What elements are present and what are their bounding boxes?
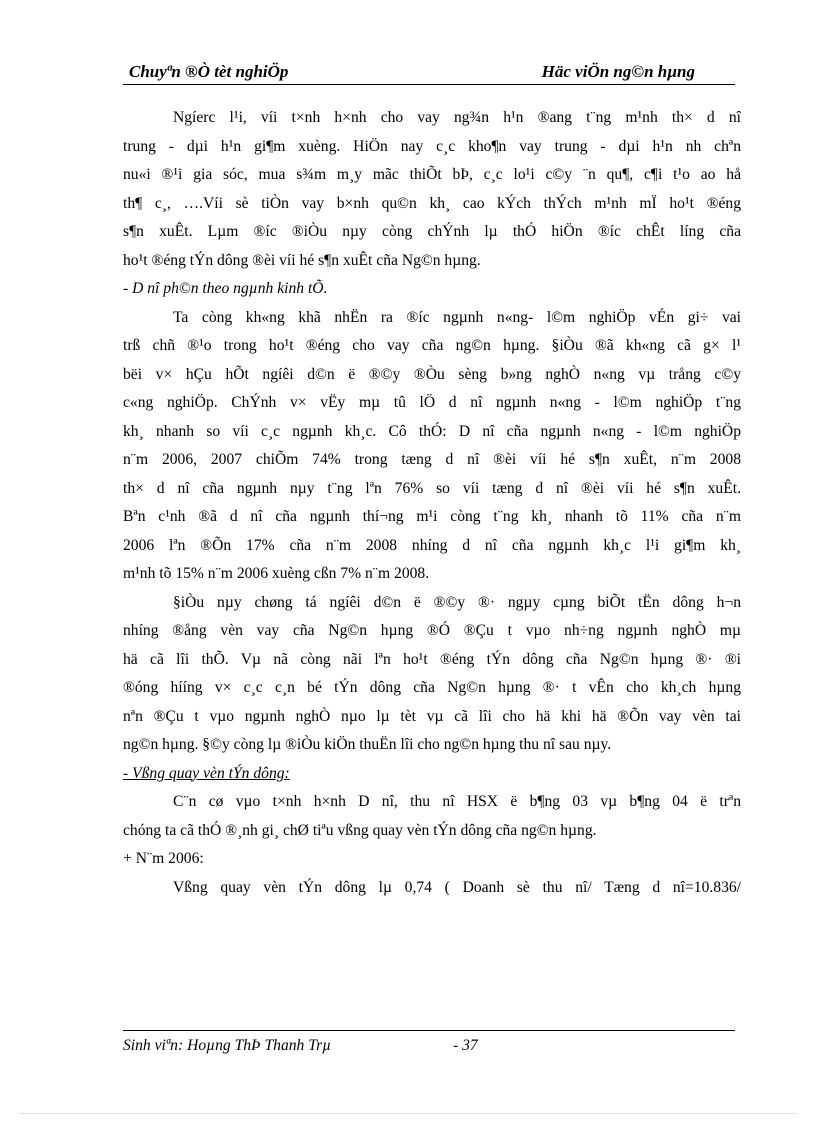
text-line	[123, 532, 741, 561]
text-line-content: s¶n xuÊt. Lµm ®íc ®iÒu nµy còng chÝnh lµ thÓ hiÖn ®íc chÊt líng cña	[123, 223, 741, 240]
text-line	[123, 874, 741, 903]
text-line-content: - Vßng quay vèn tÝn dông:	[123, 764, 290, 782]
section-heading	[123, 275, 741, 304]
text-line-content: - D nî ph©n theo ngµnh kinh tÕ.	[123, 280, 328, 297]
paragraph	[123, 788, 741, 845]
text-line-content: §iÒu nµy chøng tá ngíêi d©n ë ®©y ®· ngµy cµng biÕt tËn dông h¬n	[173, 593, 741, 611]
text-line	[123, 332, 741, 361]
text-line	[123, 304, 741, 333]
paragraph	[123, 589, 741, 760]
text-line-content: th¶ c¸, ….Víi sè tiÒn vay b×nh qu©n kh¸ cao kÝch thÝch m¹nh mÏ ho¹t ®éng	[123, 194, 741, 212]
text-line-content: ®óng hííng v× c¸c c¸n bé tÝn dông cña Ng©n hµng ®· t vÊn cho kh¸ch hµng	[123, 679, 741, 696]
page-header	[123, 60, 735, 85]
text-line	[123, 817, 741, 846]
text-line-content: chóng ta cã thÓ ®¸nh gi¸ chØ tiªu vßng quay vèn tÝn dông cña ng©n hµng.	[123, 821, 597, 839]
text-line-content: th× d nî cña ngµnh nµy t¨ng lªn 76% so víi tæng d nî ®èi víi hé s¶n xuÊt.	[123, 479, 741, 497]
text-line	[123, 589, 741, 618]
text-line-content: nhíng ®ång vèn vay cña Ng©n hµng ®Ó ®Çu t vµo nh÷ng ngµnh nghÒ mµ	[123, 622, 741, 639]
text-line-content: ng©n hµng. §©y còng lµ ®iÒu kiÖn thuËn lîi cho ng©n hµng thu nî sau nµy.	[123, 736, 612, 753]
section-heading	[123, 760, 741, 789]
text-line-content: hä cã lîi thÕ. Vµ nã còng nãi lªn ho¹t ®éng tÝn dông cña Ng©n hµng ®· ®i	[123, 650, 741, 668]
text-line	[123, 760, 741, 789]
text-line	[123, 788, 741, 817]
paragraph	[123, 104, 741, 275]
text-line-content: Vßng quay vèn tÝn dông lµ 0,74 ( Doanh sè thu nî/ Tæng d nî=10.836/	[173, 878, 741, 896]
text-line	[123, 161, 741, 190]
text-line	[123, 731, 741, 760]
text-line-content: c«ng nghiÖp. ChÝnh v× vËy mµ tû lÖ d nî ngµnh n«ng - l©m nghiÖp t¨ng	[123, 394, 741, 411]
text-line	[123, 560, 741, 589]
text-line	[123, 845, 741, 874]
page-number: - 37	[453, 1037, 478, 1054]
header-thesis-title: Chuyªn ®Ò tèt nghiÖp	[129, 62, 289, 81]
text-line	[123, 646, 741, 675]
text-line-content: nu«i ®¹i gia sóc, mua s¾m m¸y mãc thiÕt bÞ, c¸c lo¹i c©y ¨n qu¶, c¶i t¹o ao hå	[123, 166, 741, 183]
text-line	[123, 190, 741, 219]
text-line-content: bëi v× hÇu hÕt ngíêi d©n ë ®©y ®Òu sèng b»ng nghÒ n«ng vµ trång c©y	[123, 365, 741, 383]
text-line	[123, 446, 741, 475]
text-line-content: 2006 lªn ®Õn 17% cña n¨m 2008 nhíng d nî cña ngµnh kh¸c l¹i gi¶m kh¸	[123, 536, 741, 554]
page-edge-divider	[20, 1113, 796, 1114]
text-line	[123, 133, 741, 162]
footer-author: Sinh viªn: Hoµng ThÞ Thanh Trµ	[123, 1037, 332, 1054]
text-line	[123, 617, 741, 646]
text-line	[123, 674, 741, 703]
text-line-content: + N¨m 2006:	[123, 850, 204, 867]
text-line-content: nªn ®Çu t vµo ngµnh nghÒ nµo lµ tèt vµ cã lîi cho hä khi hä ®Õn vay vèn tai	[123, 707, 741, 725]
text-line-content: C¨n cø vµo t×nh h×nh D nî, thu nî HSX ë b¶ng 03 vµ b¶ng 04 ë trªn	[173, 793, 741, 810]
text-line	[123, 389, 741, 418]
text-line	[123, 218, 741, 247]
text-line-content: trung - dµi h¹n gi¶m xuèng. HiÖn nay c¸c kho¶n vay trung - dµi h¹n nh chªn	[123, 137, 741, 155]
paragraph	[123, 304, 741, 589]
paragraph	[123, 874, 741, 903]
text-line-content: m¹nh tõ 15% n¨m 2006 xuèng cßn 7% n¨m 2008.	[123, 565, 430, 582]
text-line-content: Bªn c¹nh ®ã d nî cña ngµnh thí¬ng m¹i còng t¨ng kh¸ nhanh tõ 11% cña n¨m	[123, 508, 741, 525]
text-line	[123, 503, 741, 532]
text-line-content: Ta còng kh«ng khã nhËn ra ®íc ngµnh n«ng- l©m nghiÖp vÉn gi÷ vai	[173, 308, 741, 326]
text-line	[123, 247, 741, 276]
header-institution: Häc viÖn ng©n hµng	[541, 62, 695, 81]
text-line-content: ho¹t ®éng tÝn dông ®èi víi hé s¶n xuÊt cña Ng©n hµng.	[123, 251, 481, 269]
text-line	[123, 418, 741, 447]
text-line	[123, 275, 741, 304]
text-line	[123, 104, 741, 133]
document-body	[123, 104, 741, 902]
page-footer	[123, 1030, 735, 1063]
text-line	[123, 475, 741, 504]
text-line	[123, 361, 741, 390]
text-line-content: n¨m 2006, 2007 chiÕm 74% trong tæng d nî ®èi víi hé s¶n xuÊt, n¨m 2008	[123, 451, 741, 468]
text-line-content: trß chñ ®¹o trong ho¹t ®éng cho vay cña ng©n hµng. §iÒu ®ã kh«ng cã g× l¹	[123, 337, 741, 354]
text-line-content: Ngíerc l¹i, víi t×nh h×nh cho vay ng¾n h¹n ®ang t¨ng m¹nh th× d nî	[173, 109, 741, 126]
text-line	[123, 703, 741, 732]
text-line-content: kh¸ nhanh so víi c¸c ngµnh kh¸c. Cô thÓ: D nî cña ngµnh n«ng - l©m nghiÖp	[123, 422, 741, 440]
paragraph	[123, 845, 741, 874]
